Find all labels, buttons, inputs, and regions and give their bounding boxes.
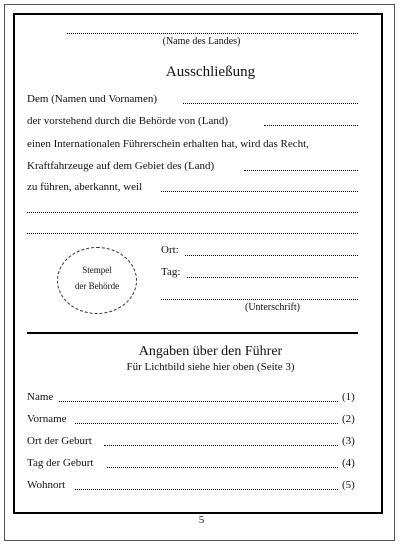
field-label-name: Name bbox=[27, 391, 54, 403]
signature-fill-line[interactable] bbox=[161, 299, 358, 300]
country-name-line[interactable] bbox=[67, 33, 358, 34]
stamp-label-line1: Stempel bbox=[82, 265, 112, 275]
revocation-line-name: Dem (Namen und Vornamen) bbox=[27, 93, 158, 105]
revocation-title: Ausschließung bbox=[165, 64, 256, 80]
signature-caption: (Unterschrift) bbox=[245, 302, 300, 313]
revocation-line-authority: der vorstehend durch die Behörde von (Land) bbox=[27, 115, 228, 127]
field-line-first-name[interactable] bbox=[75, 423, 338, 424]
field-line-birthplace[interactable] bbox=[104, 445, 338, 446]
field-number-2: (2) bbox=[342, 413, 355, 425]
revocation-line-reason: zu führen, aberkannt, weil bbox=[27, 181, 143, 193]
day-label: Tag: bbox=[161, 266, 181, 278]
field-line-name[interactable] bbox=[59, 401, 338, 402]
field-label-first-name: Vorname bbox=[27, 413, 67, 425]
field-line-birthdate[interactable] bbox=[107, 467, 338, 468]
revocation-line-license: einen Internationalen Führerschein erhalten hat, wird das Recht, bbox=[27, 138, 309, 150]
field-label-residence: Wohnort bbox=[27, 479, 66, 491]
stamp-label-line2: der Behörde bbox=[74, 281, 120, 291]
place-fill-line[interactable] bbox=[185, 255, 358, 256]
section-divider bbox=[27, 332, 358, 334]
field-number-3: (3) bbox=[342, 435, 355, 447]
revocation-line-territory: Kraftfahrzeuge auf dem Gebiet des (Land) bbox=[27, 160, 215, 172]
country-caption: (Name des Landes) bbox=[162, 36, 241, 47]
field-number-1: (1) bbox=[342, 391, 355, 403]
field-line-residence[interactable] bbox=[75, 489, 338, 490]
reason-fill-line-3[interactable] bbox=[27, 233, 358, 234]
authority-stamp-circle bbox=[57, 247, 137, 314]
name-fill-line[interactable] bbox=[183, 103, 358, 104]
place-label: Ort: bbox=[161, 244, 179, 256]
driver-section-title: Angaben über den Führer bbox=[138, 344, 283, 359]
reason-fill-line-2[interactable] bbox=[27, 212, 358, 213]
driver-section-subtitle: Für Lichtbild siehe hier oben (Seite 3) bbox=[126, 361, 295, 373]
field-label-birthdate: Tag der Geburt bbox=[27, 457, 94, 469]
field-number-4: (4) bbox=[342, 457, 355, 469]
reason-fill-line-1[interactable] bbox=[161, 191, 358, 192]
territory-fill-line[interactable] bbox=[244, 170, 358, 171]
field-label-birthplace: Ort der Geburt bbox=[27, 435, 92, 447]
day-fill-line[interactable] bbox=[187, 277, 358, 278]
field-number-5: (5) bbox=[342, 479, 355, 491]
page-number: 5 bbox=[198, 514, 205, 526]
authority-fill-line[interactable] bbox=[264, 125, 358, 126]
